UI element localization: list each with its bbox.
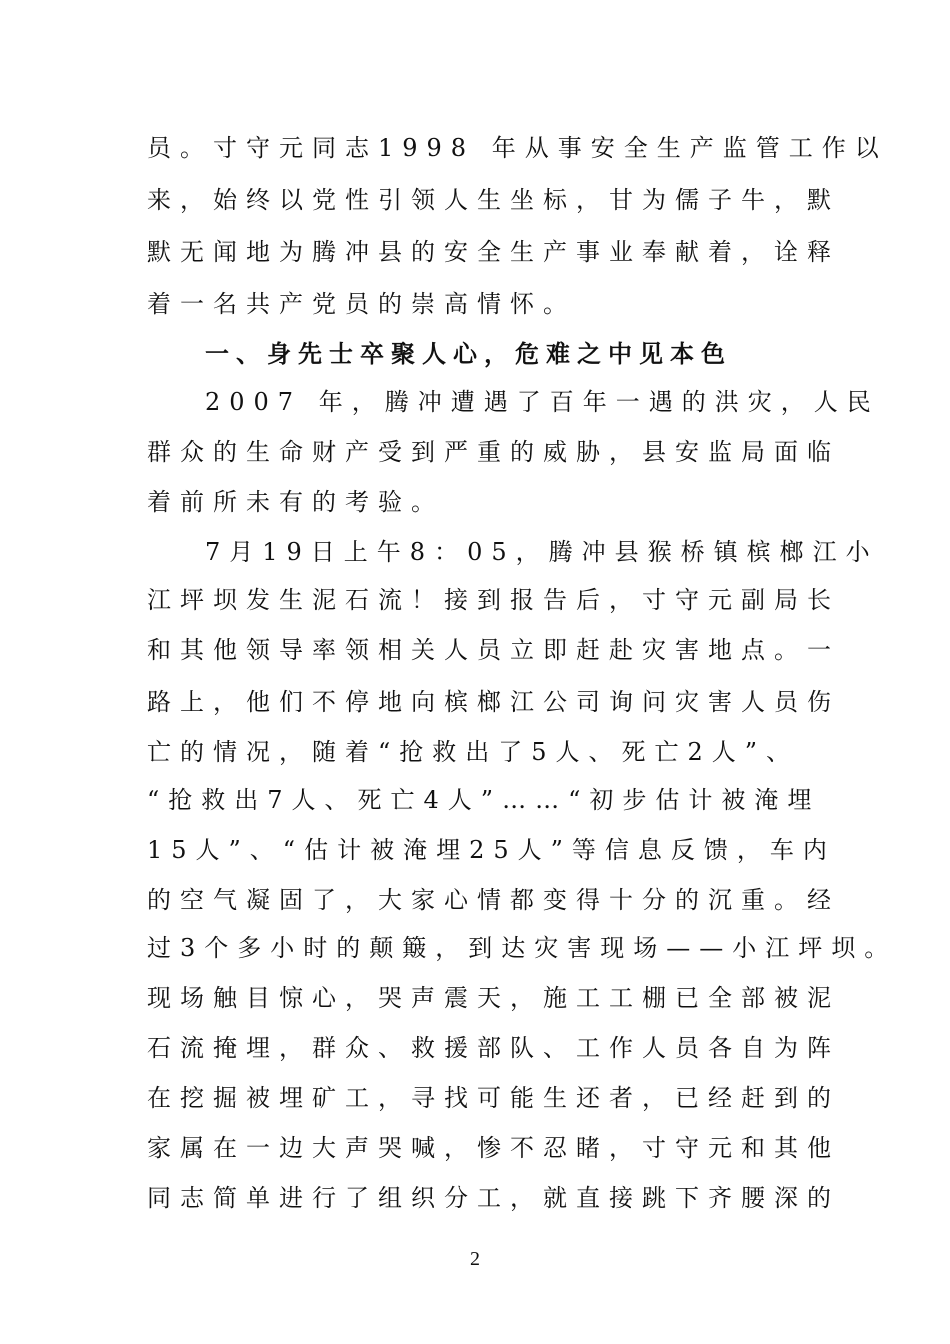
paragraph-3-line-13: 家属在一边大声哭喊，惨不忍睹，寸守元和其他 (147, 1134, 840, 1162)
paragraph-3-line-14: 同志简单进行了组织分工，就直接跳下齐腰深的 (147, 1184, 840, 1212)
paragraph-1-line-2: 来，始终以党性引领人生坐标，甘为儒子牛，默 (147, 186, 840, 214)
paragraph-3-line-11: 石流掩埋，群众、救援部队、工作人员各自为阵 (147, 1034, 840, 1062)
paragraph-3-line-8: 的空气凝固了，大家心情都变得十分的沉重。经 (147, 886, 840, 914)
paragraph-3-line-6: “抢救出7人、死亡4人”……“初步估计被淹埋 (147, 786, 821, 814)
paragraph-2-line-2: 群众的生命财产受到严重的威胁，县安监局面临 (147, 438, 840, 466)
paragraph-2-line-1: 2007 年，腾冲遭遇了百年一遇的洪灾，人民 (205, 388, 880, 416)
paragraph-1-line-4: 着一名共产党员的崇高情怀。 (147, 290, 576, 318)
paragraph-3-line-7: 15人”、“估计被淹埋25人”等信息反馈，车内 (147, 836, 836, 864)
paragraph-3-line-3: 和其他领导率领相关人员立即赶赴灾害地点。一 (147, 636, 840, 664)
paragraph-3-line-1: 7月19日上午8：05，腾冲县猴桥镇槟榔江小 (205, 538, 879, 566)
paragraph-1-line-3: 默无闻地为腾冲县的安全生产事业奉献着，诠释 (147, 238, 840, 266)
page-number: 2 (470, 1248, 480, 1270)
paragraph-3-line-10: 现场触目惊心，哭声震天，施工工棚已全部被泥 (147, 984, 840, 1012)
paragraph-3-line-5: 亡的情况，随着“抢救出了5人、死亡2人”、 (147, 738, 800, 766)
section-heading: 一、身先士卒聚人心，危难之中见本色 (205, 340, 732, 368)
paragraph-3-line-9: 过3个多小时的颠簸，到达灾害现场——小江坪坝。 (147, 934, 898, 962)
paragraph-3-line-12: 在挖掘被埋矿工，寻找可能生还者，已经赶到的 (147, 1084, 840, 1112)
paragraph-2-line-3: 着前所未有的考验。 (147, 488, 444, 516)
paragraph-3-line-4: 路上，他们不停地向槟榔江公司询问灾害人员伤 (147, 688, 840, 716)
paragraph-3-line-2: 江坪坝发生泥石流！接到报告后，寸守元副局长 (147, 586, 840, 614)
paragraph-1-line-1: 员。寸守元同志1998 年从事安全生产监管工作以 (147, 134, 888, 162)
